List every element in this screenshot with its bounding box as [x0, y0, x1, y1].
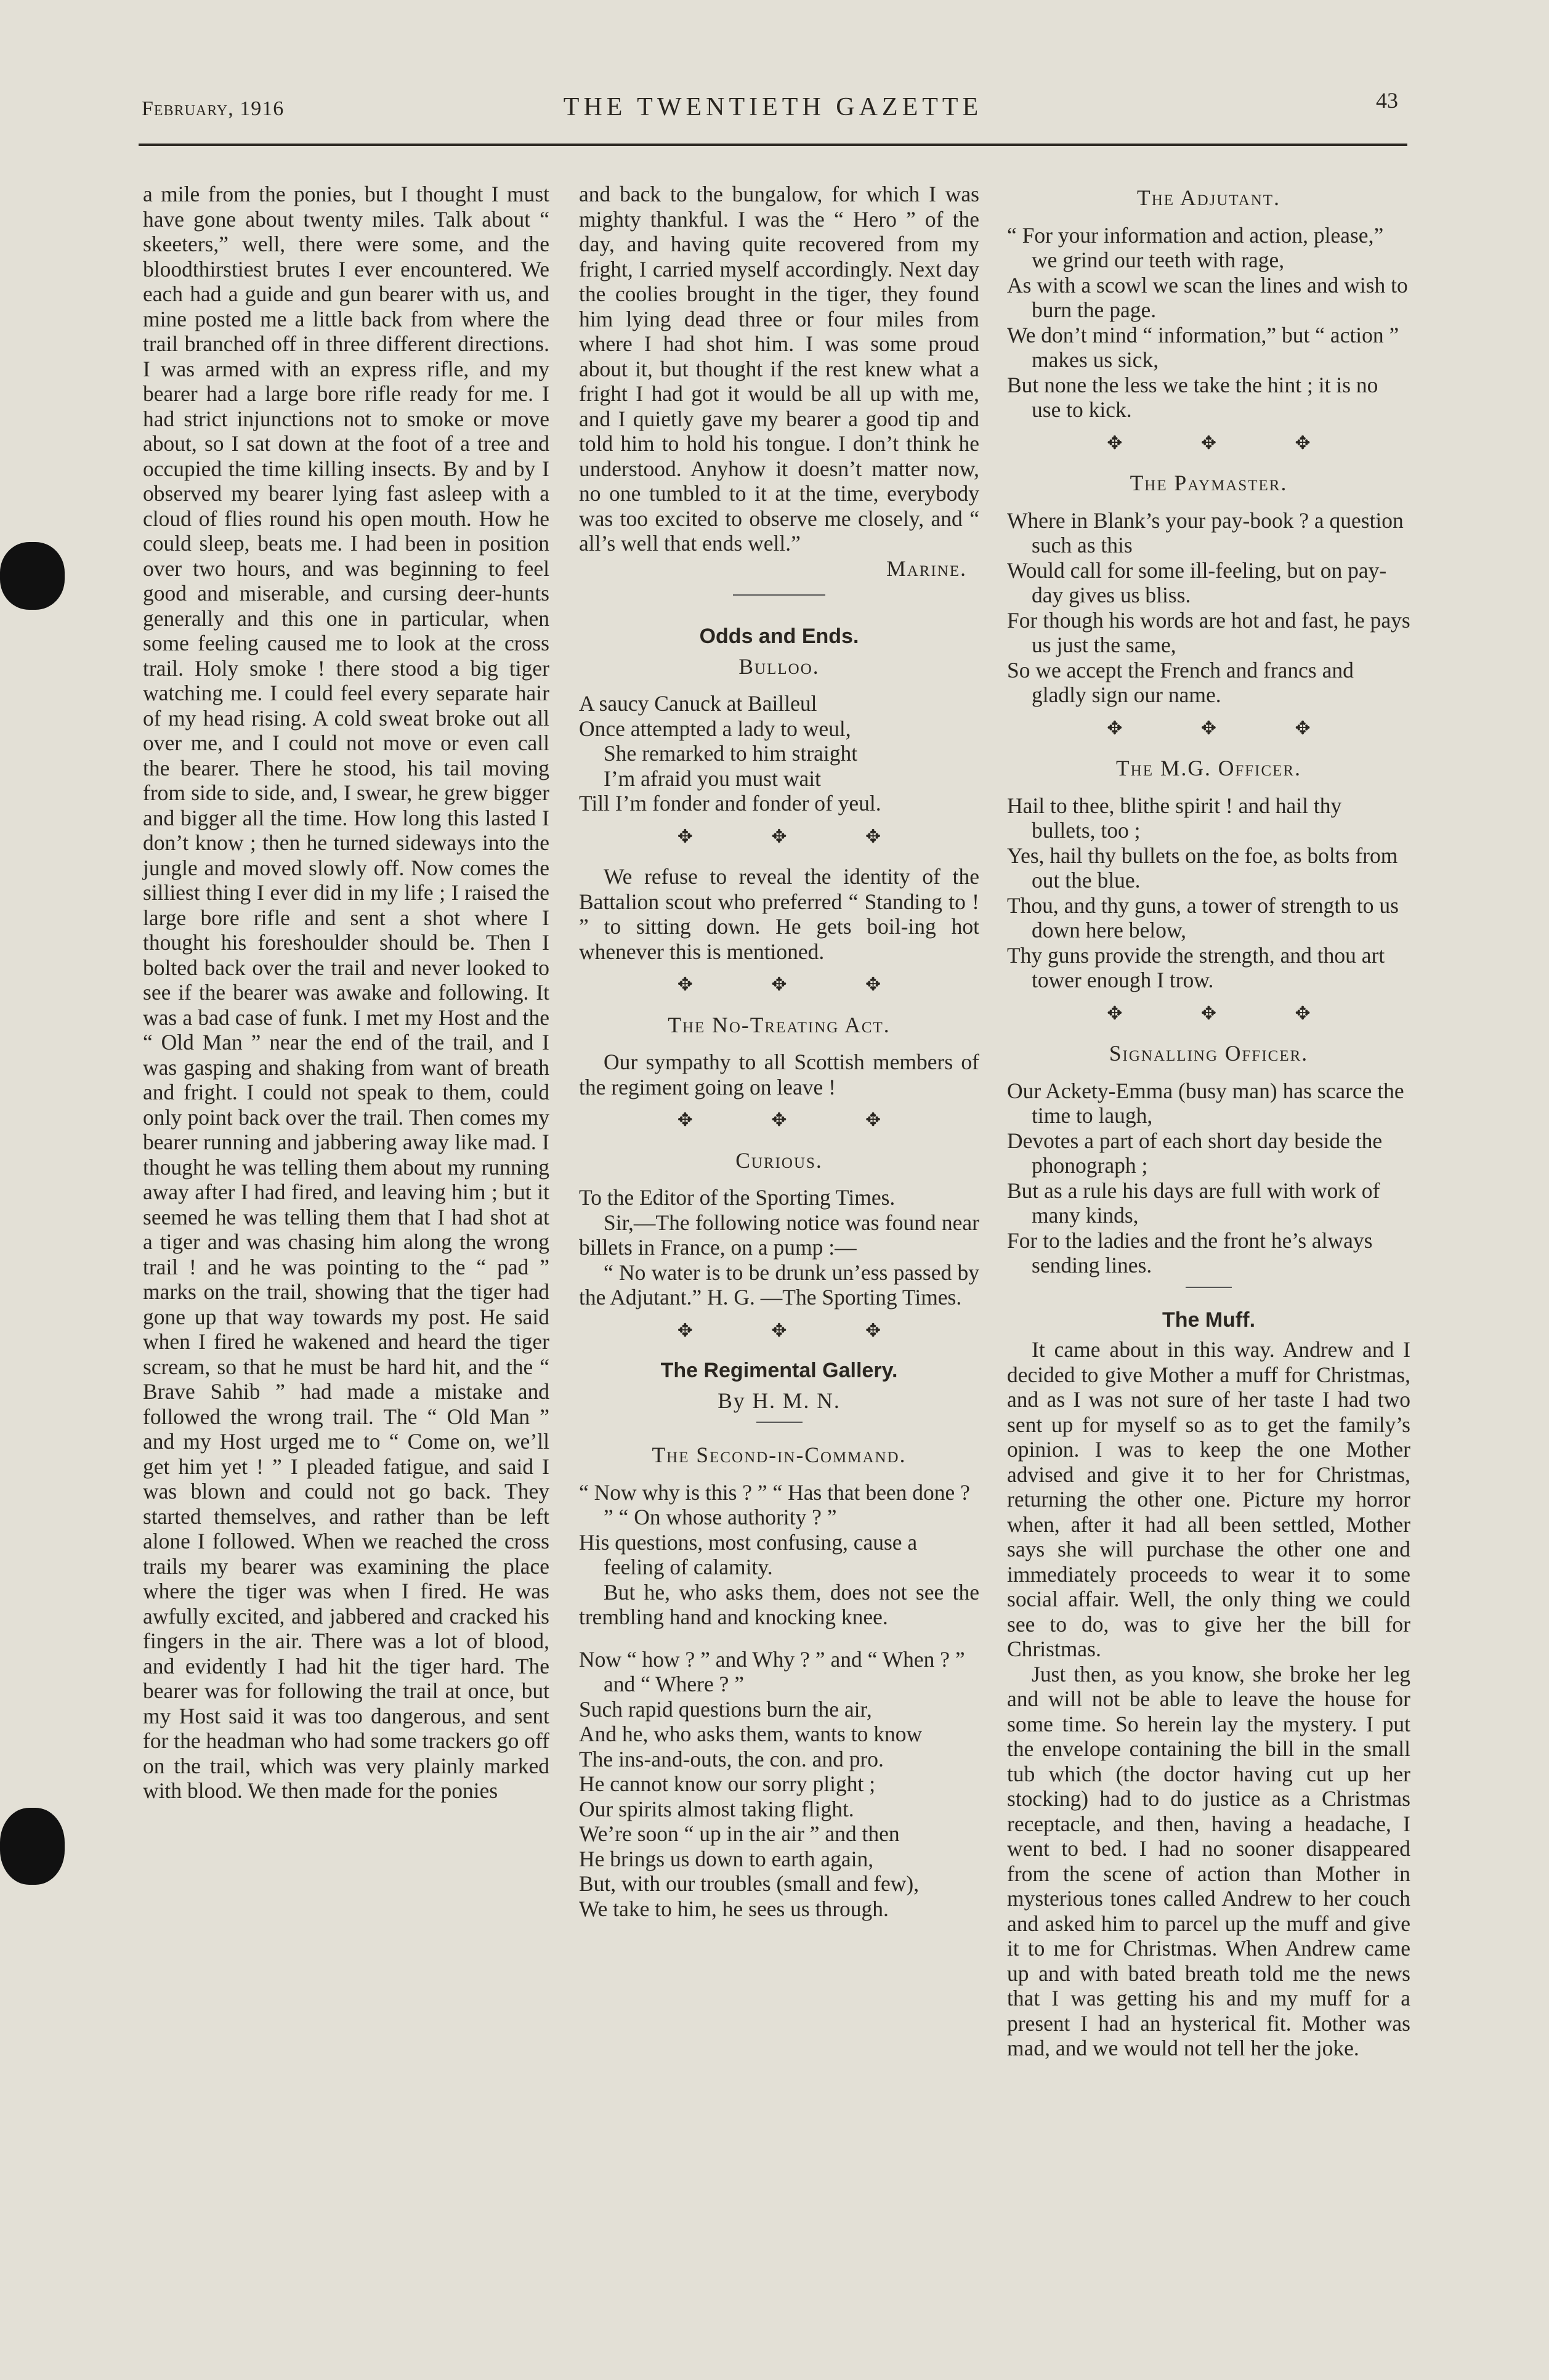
verse-line: He brings us down to earth again, — [579, 1846, 874, 1871]
verse-line: Once attempted a lady to weul, — [579, 716, 851, 741]
curious-line: “ No water is to be drunk un’ess passed by the Adjutant.” H. G. —The Sporting Times. — [579, 1260, 979, 1309]
separator — [733, 594, 825, 596]
ornament: ✥ ✥ ✥ — [677, 1320, 918, 1341]
verse-line: Thou, and thy guns, a tower of strength to us down here below, — [1007, 892, 1399, 942]
signalling-officer-title: Signalling Officer. — [1109, 1041, 1309, 1066]
second-in-command-title: The Second-in-Command. — [652, 1443, 907, 1467]
tiger-story-continued: a mile from the ponies, but I thought I must have gone about twenty miles. Talk about “ skeeters,” well, there were some, and the bloodthirstiest brutes I ever encountered. We each had a guide and gun bearer with us, and mine posted me a little back from where the trail branched off in three different directions. I was armed with an express rifle, and my bearer had a large bore rifle ready for me. I had strict injunctions not to smoke or move about, so I sat down at the foot of a tree and occupied the time killing insects. By and by I observed my bearer lying fast asleep with a cloud of flies round his open mouth. How he could sleep, beats me. I had been in position over two hours, and was beginning to feel good and miserable, and cursing deer-hunts generally and this one in particular, when some feeling caused me to look at the cross trail. Holy smoke ! there stood a big tiger watching me. I could feel every separate hair of my head rising. A cold sweat broke out all over me, and I could not move or even call the bearer. There he stood, his tail moving from side to side, and, I swear, he grew bigger and bigger all the time. How long this lasted I don’t know ; then he turned sideways into the jungle and moved slowly off. Now comes the silliest thing I ever did in my life ; I raised the large bore rifle and sent a shot where I thought his foreshoulder should be. Then I bolted back over the trail and never looked to see if the bearer was awake and following. It was a bad case of funk. I met my Host and the “ Old Man ” near the end of the trail, and I was gasping and shaking from want of breath and fright. I could not speak to them, could only point back over the trail. Then comes my bearer running and jabbering away like mad. I thought he was telling them about my running away after I had fired, and leaving him ; but it seemed he was telling them that I had shot at a tiger and was chasing him along the wrong trail ! and he was pointing to the “ pad ” marks on the trail, showing that the tiger had gone up that way towards my post. He said when I fired he wakened and heard the tiger scream, so that he must be hard hit, and the “ Brave Sahib ” had made a mistake and followed the wrong trail. The “ Old Man ” and my Host urged me to “ Come on, we’ll get him yet ! ” I pleaded fatigue, and said I was blown and could not go back. They started themselves, and rather than be left alone I followed. When we reached the cross trails my bearer was examining the place where the tiger was when I fired. He was awfully excited, and jabbered and cracked his fingers in the air. There was a lot of blood, and evidently I had hit the tiger hard. The bearer was for following the trail at once, but my Host said it was too dangerous, and sent for the headman who had some trackers go off on the trail, which was very plainly marked with blood. We then made for the ponies — [143, 182, 549, 1803]
verse-line: So we accept the French and francs and gladly sign our name. — [1007, 657, 1354, 707]
separator — [1186, 1287, 1232, 1288]
ornament: ✥ ✥ ✥ — [677, 974, 918, 995]
verse-line: For though his words are hot and fast, he pays us just the same, — [1007, 607, 1410, 657]
issue-date: February, 1916 — [142, 97, 285, 120]
verse-line: “ Now why is this ? ” “ Has that been done ? ” “ On whose authority ? ” — [579, 1479, 970, 1529]
page-header — [139, 88, 1407, 136]
header-rule — [139, 144, 1407, 146]
gallery-byline: By H. M. N. — [718, 1388, 841, 1413]
newspaper-title: THE TWENTIETH GAZETTE — [563, 93, 983, 121]
verse-line: But, with our troubles (small and few), — [579, 1871, 920, 1896]
verse-line: A saucy Canuck at Bailleul — [579, 691, 817, 716]
curious-line: Sir,—The following notice was found near billets in France, on a pump :— — [579, 1210, 979, 1260]
curious-line: To the Editor of the Sporting Times. — [579, 1185, 896, 1210]
verse-line: We’re soon “ up in the air ” and then — [579, 1821, 900, 1846]
second-in-command-verse — [579, 1480, 979, 1580]
column-3 — [1007, 182, 1410, 2061]
verse-line: “ For your information and action, please,” we grind our teeth with rage, — [1007, 222, 1384, 272]
ornament: ✥ ✥ ✥ — [1107, 718, 1348, 739]
bulloo-verse — [579, 691, 979, 816]
no-treating-paragraph: Our sympathy to all Scottish members of the regiment going on leave ! — [579, 1050, 979, 1099]
verse-line: For to the ladies and the front he’s always sending lines. — [1007, 1228, 1373, 1277]
verse-line: Now “ how ? ” and Why ? ” and “ When ? ” and “ Where ? ” — [579, 1646, 965, 1696]
column-1 — [143, 182, 549, 1803]
muff-title: The Muff. — [1162, 1308, 1256, 1332]
bulloo-title: Bulloo. — [738, 654, 820, 679]
binding-hole-bottom — [0, 1808, 65, 1885]
paymaster-verse — [1007, 508, 1410, 708]
verse-line: Our spirits almost taking flight. — [579, 1796, 854, 1821]
verse-line: She remarked to him straight — [604, 741, 858, 766]
verse-line: He cannot know our sorry plight ; — [579, 1771, 876, 1796]
verse-line: We take to him, he sees us through. — [579, 1896, 889, 1921]
verse-line: His questions, most confusing, cause a feeling of calamity. — [579, 1529, 918, 1579]
verse-line: But none the less we take the hint ; it is no use to kick. — [1007, 372, 1378, 422]
second-in-command-verse-2 — [579, 1647, 979, 1922]
spacer — [579, 1630, 979, 1647]
verse-line: Till I’m fonder and fonder of yeul. — [579, 791, 881, 816]
signalling-officer-verse — [1007, 1079, 1410, 1278]
binding-hole-top — [0, 542, 65, 610]
verse-line: Hail to thee, blithe spirit ! and hail thy bullets, too ; — [1007, 793, 1342, 843]
verse-line: Thy guns provide the strength, and thou art tower enough I trow. — [1007, 942, 1385, 992]
ornament: ✥ ✥ ✥ — [1107, 432, 1348, 453]
verse-line: But as a rule his days are full with work of many kinds, — [1007, 1178, 1380, 1228]
tiger-story-end: and back to the bungalow, for which I was mighty thankful. I was the “ Hero ” of the day, and having quite recovered from my fright, I carried myself accordingly. Next day the coolies brought in the tiger, they found him lying dead three or four miles from where I had shot him. I was some proud about it, but thought if the rest knew what a fright I had got it would be all up with me, and I quietly gave my bearer a good tip and told him to hold his tongue. I don’t think he understood. Anyhow it doesn’t matter now, no one tumbled to it at the time, everybody was too excited to observe me closely, and “ all’s well that ends well.” — [579, 182, 979, 556]
muff-paragraph: It came about in this way. Andrew and I decided to give Mother a muff for Christmas, and as I was not sure of her taste I had two sent up for myself so as to get the family’s opinion. I was to keep the one Mother advised and give it to her for Christmas, returning the other one. Picture my horror when, after it had all been settled, Mother says she will purchase the other one and immediately proceeds to wear it to some social affair. Well, the only thing we could see to do, was to give her the bill for Christmas. — [1007, 1337, 1410, 1661]
page-number: 43 — [1376, 88, 1398, 113]
verse-line: We don’t mind “ information,” but “ action ” makes us sick, — [1007, 322, 1399, 372]
verse-line: Yes, hail thy bullets on the foe, as bolts from out the blue. — [1007, 843, 1398, 892]
verse-line: And he, who asks them, wants to know — [579, 1722, 923, 1746]
verse-line: Would call for some ill-feeling, but on pay-day gives us bliss. — [1007, 557, 1387, 607]
second-in-command-prose: But he, who asks them, does not see the trembling hand and knocking knee. — [579, 1579, 979, 1629]
ornament: ✥ ✥ ✥ — [677, 826, 918, 847]
muff-paragraph: Just then, as you know, she broke her leg and will not be able to leave the house for some time. So herein lay the mystery. I put the envelope containing the bill in the small tub which (the doctor having cut up her stocking) had to do justice as a Christmas receptacle, and then, having a headache, I went to bed. I had no sooner disappeared from the scene of action than Mother in mysterious tones called Andrew to her couch and asked him to parcel up the muff and give it to me for Christmas. When Andrew came up and with bated breath told me the news that I was getting his and my muff for a present I had an hysterical fit. Mother was mad, and we would not tell her the joke. — [1007, 1661, 1410, 2060]
adjutant-verse — [1007, 223, 1410, 423]
verse-line: Devotes a part of each short day beside the phonograph ; — [1007, 1128, 1383, 1178]
separator — [756, 1422, 803, 1423]
verse-line: Our Ackety-Emma (busy man) has scarce the time to laugh, — [1007, 1078, 1404, 1128]
regimental-gallery-title: The Regimental Gallery. — [660, 1359, 898, 1382]
verse-line: Where in Blank’s your pay-book ? a question such as this — [1007, 508, 1404, 557]
ornament: ✥ ✥ ✥ — [1107, 1003, 1348, 1024]
verse-line: Such rapid questions burn the air, — [579, 1696, 872, 1722]
odds-and-ends-title: Odds and Ends. — [699, 625, 859, 648]
story-signature: Marine. — [886, 556, 967, 581]
paymaster-title: The Paymaster. — [1130, 471, 1288, 495]
verse-line: As with a scowl we scan the lines and wish to burn the page. — [1007, 272, 1408, 322]
ornament: ✥ ✥ ✥ — [677, 1110, 918, 1130]
verse-line: The ins-and-outs, the con. and pro. — [579, 1746, 884, 1771]
verse-line: I’m afraid you must wait — [604, 766, 821, 791]
curious-title: Curious. — [735, 1148, 823, 1173]
mg-officer-title: The M.G. Officer. — [1116, 756, 1301, 780]
mg-officer-verse — [1007, 793, 1410, 993]
no-treating-title: The No-Treating Act. — [668, 1012, 891, 1037]
adjutant-title: The Adjutant. — [1137, 185, 1280, 210]
column-2 — [579, 182, 979, 1921]
scout-paragraph: We refuse to reveal the identity of the Battalion scout who preferred “ Standing to ! ” to sitting down. He gets boil-ing hot whenever this is mentioned. — [579, 864, 979, 964]
